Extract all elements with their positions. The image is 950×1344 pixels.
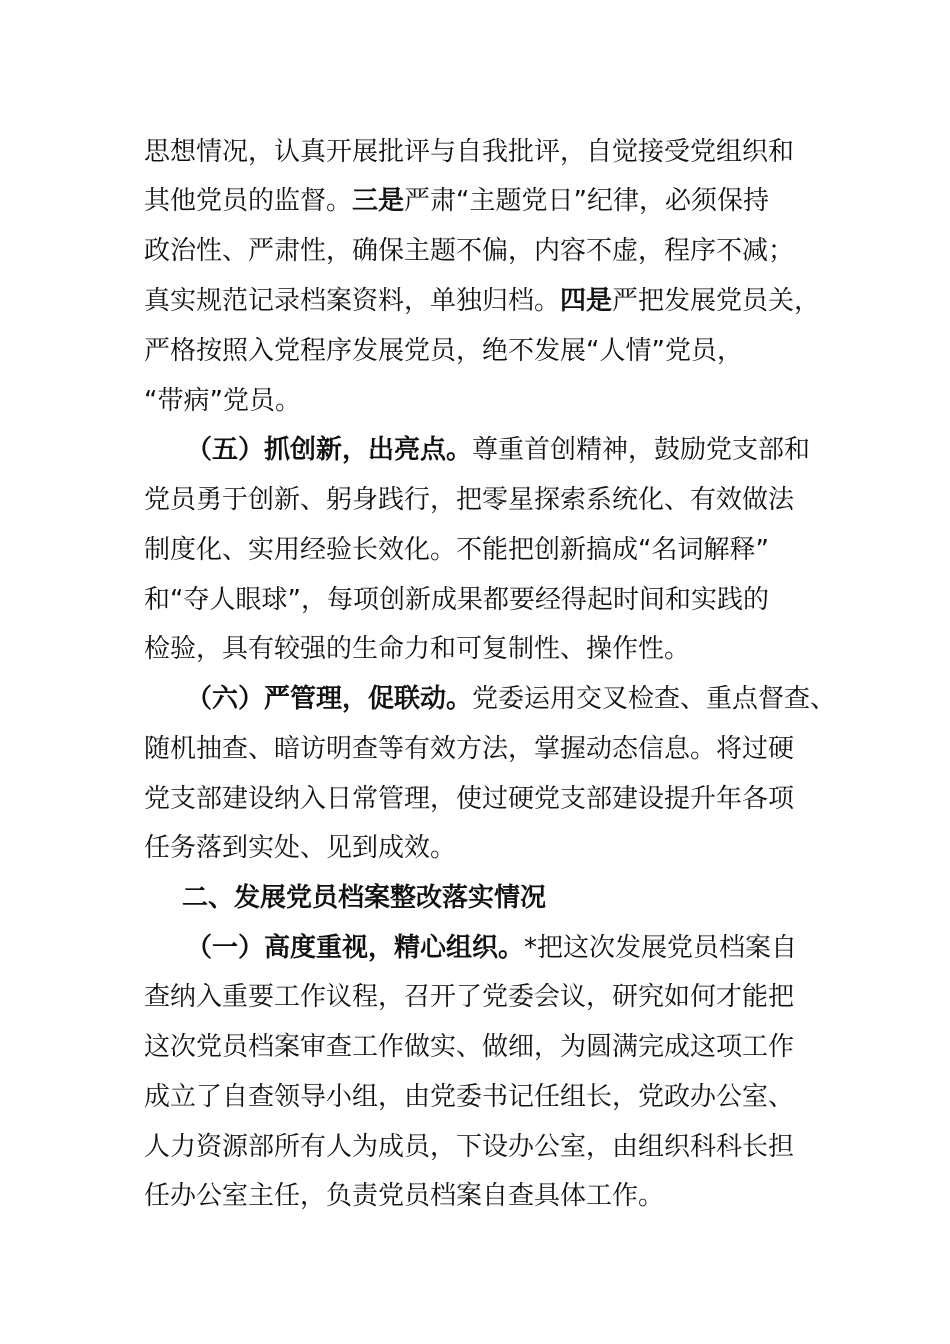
bold-text-run: 三是 [352, 186, 405, 216]
text-run: 党委运用交叉检查、重点督查、 [472, 684, 837, 714]
text-run: 尊重首创精神，鼓励党支部和 [472, 435, 811, 465]
body-text-line [144, 729, 794, 769]
body-text-line [144, 381, 301, 421]
text-run: 随机抽查、暗访明查等有效方法，掌握动态信息。将过硬 [144, 734, 795, 764]
body-text-line [144, 231, 794, 271]
body-text-line [144, 480, 794, 520]
bold-text-run: 四是 [560, 286, 613, 316]
body-text-line [144, 530, 769, 570]
body-text-line [144, 132, 794, 172]
text-run: 政治性、严肃性，确保主题不偏，内容不虚，程序不减； [144, 236, 795, 266]
text-run: 党员勇于创新、躬身践行，把零星探索系统化、有效做法 [144, 485, 795, 515]
chapter-heading: 二、发展党员档案整改落实情况 [182, 883, 547, 913]
section-heading-line [186, 430, 810, 470]
text-run: 成立了自查领导小组，由党委书记任组长，党政办公室、 [144, 1082, 795, 1112]
body-text-line [144, 629, 690, 669]
body-text-line [144, 1027, 794, 1067]
body-text-line [144, 1176, 664, 1216]
text-run: 任办公室主任，负责党员档案自查具体工作。 [144, 1181, 665, 1211]
body-text-line [144, 331, 743, 371]
text-run: 党支部建设纳入日常管理，使过硬党支部建设提升年各项 [144, 784, 795, 814]
section-heading-line [186, 679, 836, 719]
text-run: 任务落到实处、见到成效。 [144, 833, 457, 863]
text-run: 人力资源部所有人为成员，下设办公室，由组织科科长担 [144, 1132, 795, 1162]
text-run: 这次党员档案审查工作做实、做细，为圆满完成这项工作 [144, 1032, 795, 1062]
body-text-line [144, 1127, 794, 1167]
text-run: 严把发展党员关， [612, 286, 821, 316]
section-heading: （一）高度重视，精心组织。 [186, 933, 525, 963]
body-text-line [144, 977, 794, 1017]
section-heading: （六）严管理，促联动。 [186, 684, 473, 714]
text-run: *把这次发展党员档案自 [524, 933, 798, 963]
body-text-line [144, 779, 794, 819]
body-text-line [144, 181, 769, 221]
chapter-heading-line [182, 878, 546, 918]
body-text-line [144, 281, 820, 321]
section-heading: （五）抓创新，出亮点。 [186, 435, 473, 465]
body-text-line [144, 828, 456, 868]
text-run: 思想情况，认真开展批评与自我批评，自觉接受党组织和 [144, 137, 795, 167]
body-text-line [144, 580, 769, 620]
text-run: 其他党员的监督。 [144, 186, 353, 216]
text-run: 检验，具有较强的生命力和可复制性、操作性。 [144, 634, 691, 664]
text-run: 制度化、实用经验长效化。不能把创新搞成“名词解释” [144, 535, 769, 565]
section-heading-line [186, 928, 797, 968]
text-run: “带病”党员。 [144, 386, 301, 416]
text-run: 严肃“主题党日”纪律，必须保持 [404, 186, 769, 216]
text-run: 查纳入重要工作议程，召开了党委会议，研究如何才能把 [144, 982, 795, 1012]
text-run: 真实规范记录档案资料，单独归档。 [144, 286, 561, 316]
text-run: 严格按照入党程序发展党员，绝不发展“人情”党员， [144, 336, 743, 366]
text-run: 和“夺人眼球”，每项创新成果都要经得起时间和实践的 [144, 585, 769, 615]
body-text-line [144, 1077, 794, 1117]
